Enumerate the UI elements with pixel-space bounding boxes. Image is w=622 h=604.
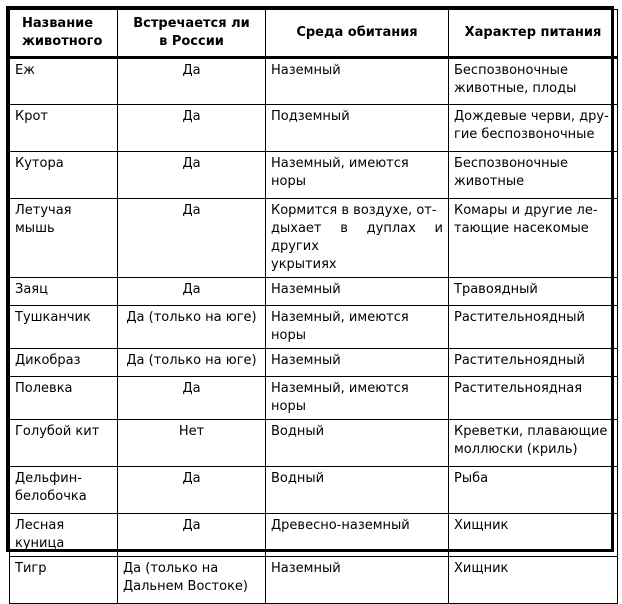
cell-animal: Дельфин- белобочка (10, 467, 118, 514)
cell-russia: Нет (118, 420, 266, 467)
table-row (10, 467, 618, 514)
cell-diet: Хищник (449, 514, 618, 557)
cell-diet: Креветки, плавающие моллюски (криль) (449, 420, 618, 467)
cell-russia: Да (118, 377, 266, 420)
cell-animal: Крот (10, 105, 118, 152)
cell-habitat: Наземный (266, 58, 449, 105)
cell-russia: Да (118, 105, 266, 152)
cell-diet: Хищник (449, 557, 618, 604)
table-row (10, 557, 618, 604)
cell-diet: Дождевые черви, дру- гие беспозвоночные (449, 105, 618, 152)
cell-russia: Да (118, 152, 266, 199)
table-row (10, 306, 618, 349)
table-row (10, 377, 618, 420)
cell-habitat: Наземный (266, 278, 449, 306)
cell-russia: Да (только на юге) (118, 349, 266, 377)
animal-table-frame (6, 6, 614, 594)
cell-russia: Да (только на Дальнем Востоке) (118, 557, 266, 604)
cell-animal: Полевка (10, 377, 118, 420)
cell-diet: Растительноядный (449, 349, 618, 377)
cell-habitat: Наземный, имеются норы (266, 152, 449, 199)
cell-russia: Да (118, 514, 266, 557)
cell-habitat: Наземный, имеются норы (266, 377, 449, 420)
cell-habitat: Водный (266, 420, 449, 467)
cell-animal: Дикобраз (10, 349, 118, 377)
table-row (10, 58, 618, 105)
cell-animal: Еж (10, 58, 118, 105)
header-animal-name: Название животного (10, 10, 118, 58)
table-row (10, 105, 618, 152)
cell-russia: Да (118, 467, 266, 514)
cell-habitat: Наземный (266, 349, 449, 377)
cell-habitat: Кормится в воздухе, от- дыхает в дуплах и других укрытиях (266, 199, 449, 278)
table-row (10, 199, 618, 278)
cell-diet: Растительноядная (449, 377, 618, 420)
cell-animal: Тигр (10, 557, 118, 604)
cell-animal: Заяц (10, 278, 118, 306)
cell-animal: Летучая мышь (10, 199, 118, 278)
animal-table (9, 9, 618, 604)
table-row (10, 349, 618, 377)
header-found-in-russia: Встречается ли в России (118, 10, 266, 58)
cell-diet: Травоядный (449, 278, 618, 306)
cell-animal: Голубой кит (10, 420, 118, 467)
header-row (10, 10, 618, 58)
cell-habitat: Подземный (266, 105, 449, 152)
cell-diet: Беспозвоночные животные, плоды (449, 58, 618, 105)
cell-russia: Да (только на юге) (118, 306, 266, 349)
table-row (10, 420, 618, 467)
cell-habitat: Наземный, имеются норы (266, 306, 449, 349)
cell-habitat: Водный (266, 467, 449, 514)
cell-habitat: Древесно-наземный (266, 514, 449, 557)
cell-russia: Да (118, 199, 266, 278)
table-row (10, 278, 618, 306)
cell-habitat: Наземный (266, 557, 449, 604)
header-diet: Характер питания (449, 10, 618, 58)
cell-diet: Растительноядный (449, 306, 618, 349)
cell-animal: Лесная куница (10, 514, 118, 557)
cell-animal: Тушканчик (10, 306, 118, 349)
cell-russia: Да (118, 58, 266, 105)
table-row (10, 152, 618, 199)
cell-diet: Комары и другие ле- тающие насекомые (449, 199, 618, 278)
cell-russia: Да (118, 278, 266, 306)
cell-animal: Кутора (10, 152, 118, 199)
cell-diet: Беспозвоночные животные (449, 152, 618, 199)
cell-diet: Рыба (449, 467, 618, 514)
header-habitat: Среда обитания (266, 10, 449, 58)
table-row (10, 514, 618, 557)
